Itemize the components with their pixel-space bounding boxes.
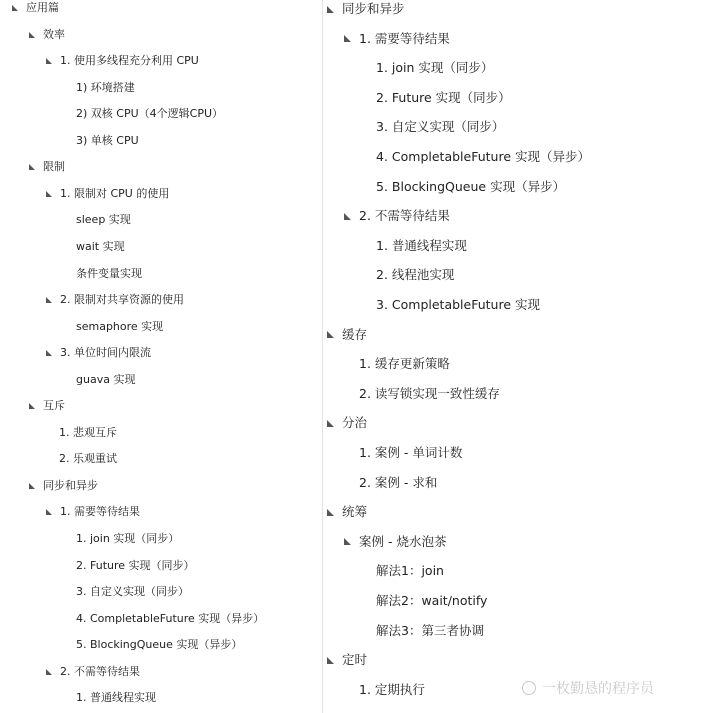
outline-item-label: 1. join 实现（同步） <box>376 60 494 76</box>
outline-item <box>59 451 117 467</box>
outline-item-label: 同步和异步 <box>342 1 405 16</box>
outline-item <box>359 356 450 372</box>
outline-item <box>76 266 142 282</box>
expand-triangle-icon[interactable] <box>327 6 334 13</box>
expand-triangle-icon[interactable] <box>29 32 35 38</box>
expand-triangle-icon[interactable] <box>29 483 35 489</box>
outline-item <box>376 563 444 579</box>
outline-item <box>376 623 484 639</box>
outline-item-label: 1. 需要等待结果 <box>359 30 450 46</box>
outline-item[interactable] <box>344 534 446 550</box>
outline-item <box>376 149 590 165</box>
outline-item[interactable] <box>327 415 367 431</box>
outline-item-label: 同步和异步 <box>43 478 98 492</box>
expand-triangle-icon[interactable] <box>327 331 334 338</box>
watermark <box>522 679 654 697</box>
outline-item-label: sleep 实现 <box>76 213 131 227</box>
outline-item[interactable] <box>327 504 367 520</box>
expand-triangle-icon[interactable] <box>46 509 52 515</box>
outline-item-label: 2) 双核 CPU（4个逻辑CPU） <box>76 107 224 121</box>
outline-item <box>376 297 540 313</box>
outline-item-label: 分治 <box>342 415 368 431</box>
outline-item-label: wait 实现 <box>76 239 125 253</box>
outline-item-label: 1. 普通线程实现 <box>376 237 467 253</box>
outline-item-label: 2. 不需等待结果 <box>359 208 450 224</box>
outline-item <box>76 690 156 706</box>
outline-item-label: 2. 读写锁实现一致性缓存 <box>359 385 500 401</box>
outline-item[interactable] <box>12 0 59 16</box>
expand-triangle-icon[interactable] <box>344 538 351 545</box>
outline-item-label: 3) 单核 CPU <box>76 133 139 147</box>
outline-item-label: 应用篇 <box>26 1 59 14</box>
outline-item-label: 2. 限制对共享资源的使用 <box>60 293 184 307</box>
outline-item[interactable] <box>46 345 151 361</box>
outline-item <box>376 119 504 135</box>
outline-item[interactable] <box>29 159 65 175</box>
outline-item-label: 1. 使用多线程充分利用 CPU <box>60 54 199 68</box>
outline-item-label: 解法2：wait/notify <box>376 593 488 608</box>
outline-item <box>376 593 487 609</box>
outline-item-label: 1. 普通线程实现 <box>76 691 156 705</box>
outline-item <box>76 531 179 547</box>
outline-item-label: 解法1：join <box>376 563 444 579</box>
outline-item <box>76 558 195 574</box>
outline-item <box>376 238 467 254</box>
expand-triangle-icon[interactable] <box>12 5 18 11</box>
outline-item <box>76 80 135 96</box>
outline-item-label: 缓存 <box>342 326 368 342</box>
outline-item-label: 解法3：第三者协调 <box>376 622 484 638</box>
outline-item-label: 互斥 <box>43 399 65 413</box>
outline-item-label: 1. 案例 - 单词计数 <box>359 445 463 460</box>
outline-item-label: 1. 悲观互斥 <box>59 425 117 439</box>
outline-item <box>76 106 223 122</box>
outline-item-label: 5. BlockingQueue 实现（异步） <box>76 638 243 652</box>
outline-item-label: 1) 环境搭建 <box>76 80 135 94</box>
outline-item[interactable] <box>29 478 98 494</box>
outline-item-label: 2. 线程池实现 <box>376 267 455 283</box>
outline-item[interactable] <box>327 1 405 17</box>
outline-item-label: 案例 - 烧水泡茶 <box>359 533 447 549</box>
outline-item-label: 2. Future 实现（同步） <box>76 558 195 572</box>
outline-item <box>76 584 189 600</box>
outline-item[interactable] <box>344 31 450 47</box>
expand-triangle-icon[interactable] <box>46 58 52 64</box>
outline-item-label: 1. 需要等待结果 <box>60 505 140 519</box>
outline-item[interactable] <box>29 27 65 43</box>
outline-item <box>359 386 500 402</box>
expand-triangle-icon[interactable] <box>29 403 35 409</box>
outline-item <box>359 445 462 461</box>
outline-item-label: 定时 <box>342 652 368 668</box>
outline-item-label: 2. 案例 - 求和 <box>359 474 438 490</box>
expand-triangle-icon[interactable] <box>344 35 351 42</box>
outline-item[interactable] <box>327 652 367 668</box>
expand-triangle-icon[interactable] <box>327 509 334 516</box>
outline-item <box>359 475 437 491</box>
outline-item <box>59 425 117 441</box>
outline-item-label: 1. join 实现（同步） <box>76 532 180 545</box>
outline-item <box>376 90 511 106</box>
outline-item[interactable] <box>327 327 367 343</box>
outline-item-label: 3. 自定义实现（同步） <box>376 119 505 135</box>
outline-item <box>359 682 425 698</box>
outline-item[interactable] <box>29 398 65 414</box>
outline-item-label: 4. CompletableFuture 实现（异步） <box>76 611 265 625</box>
expand-triangle-icon[interactable] <box>344 213 351 220</box>
watermark-logo-icon <box>522 681 536 695</box>
expand-triangle-icon[interactable] <box>46 191 52 197</box>
outline-item <box>76 133 139 149</box>
outline-item-label: 效率 <box>43 27 65 41</box>
outline-item-label: 限制 <box>43 160 65 174</box>
outline-item[interactable] <box>46 504 140 520</box>
outline-item[interactable] <box>46 664 140 680</box>
outline-item-label: 2. 不需等待结果 <box>60 664 140 678</box>
outline-item-label: 1. 缓存更新策略 <box>359 356 450 372</box>
outline-item <box>76 212 131 228</box>
outline-item <box>376 60 493 76</box>
outline-item-label: 3. 单位时间内限流 <box>60 346 151 360</box>
outline-item[interactable] <box>46 53 199 69</box>
expand-triangle-icon[interactable] <box>29 164 35 170</box>
outline-item-label: 条件变量实现 <box>76 266 142 280</box>
outline-item-label: 1. 定期执行 <box>359 681 425 697</box>
outline-item-label: 5. BlockingQueue 实现（异步） <box>376 178 566 194</box>
outline-item <box>76 239 125 255</box>
column-divider <box>322 0 323 713</box>
outline-item <box>376 267 454 283</box>
outline-item-label: 1. 限制对 CPU 的使用 <box>60 186 170 200</box>
expand-triangle-icon[interactable] <box>46 669 52 675</box>
outline-item-label: 统筹 <box>342 504 368 520</box>
expand-triangle-icon[interactable] <box>46 350 52 356</box>
outline-item <box>376 179 565 195</box>
outline-item-label: semaphore 实现 <box>76 319 164 333</box>
outline-item[interactable] <box>46 186 169 202</box>
outline-item-label: 3. 自定义实现（同步） <box>76 585 189 599</box>
outline-item[interactable] <box>46 292 184 308</box>
watermark-text: 一枚勤恳的程序员 <box>542 681 654 697</box>
outline-item <box>76 372 135 388</box>
outline-item-label: guava 实现 <box>76 372 136 386</box>
outline-item-label: 2. Future 实现（同步） <box>376 89 511 105</box>
expand-triangle-icon[interactable] <box>327 420 334 427</box>
outline-item <box>76 611 264 627</box>
outline-item-label: 3. CompletableFuture 实现 <box>376 297 540 312</box>
expand-triangle-icon[interactable] <box>327 657 334 664</box>
expand-triangle-icon[interactable] <box>46 297 52 303</box>
outline-item <box>76 319 163 335</box>
outline-item-label: 2. 乐观重试 <box>59 452 117 466</box>
outline-item-label: 4. CompletableFuture 实现（异步） <box>376 149 590 164</box>
outline-item <box>76 637 242 653</box>
outline-item[interactable] <box>344 208 450 224</box>
